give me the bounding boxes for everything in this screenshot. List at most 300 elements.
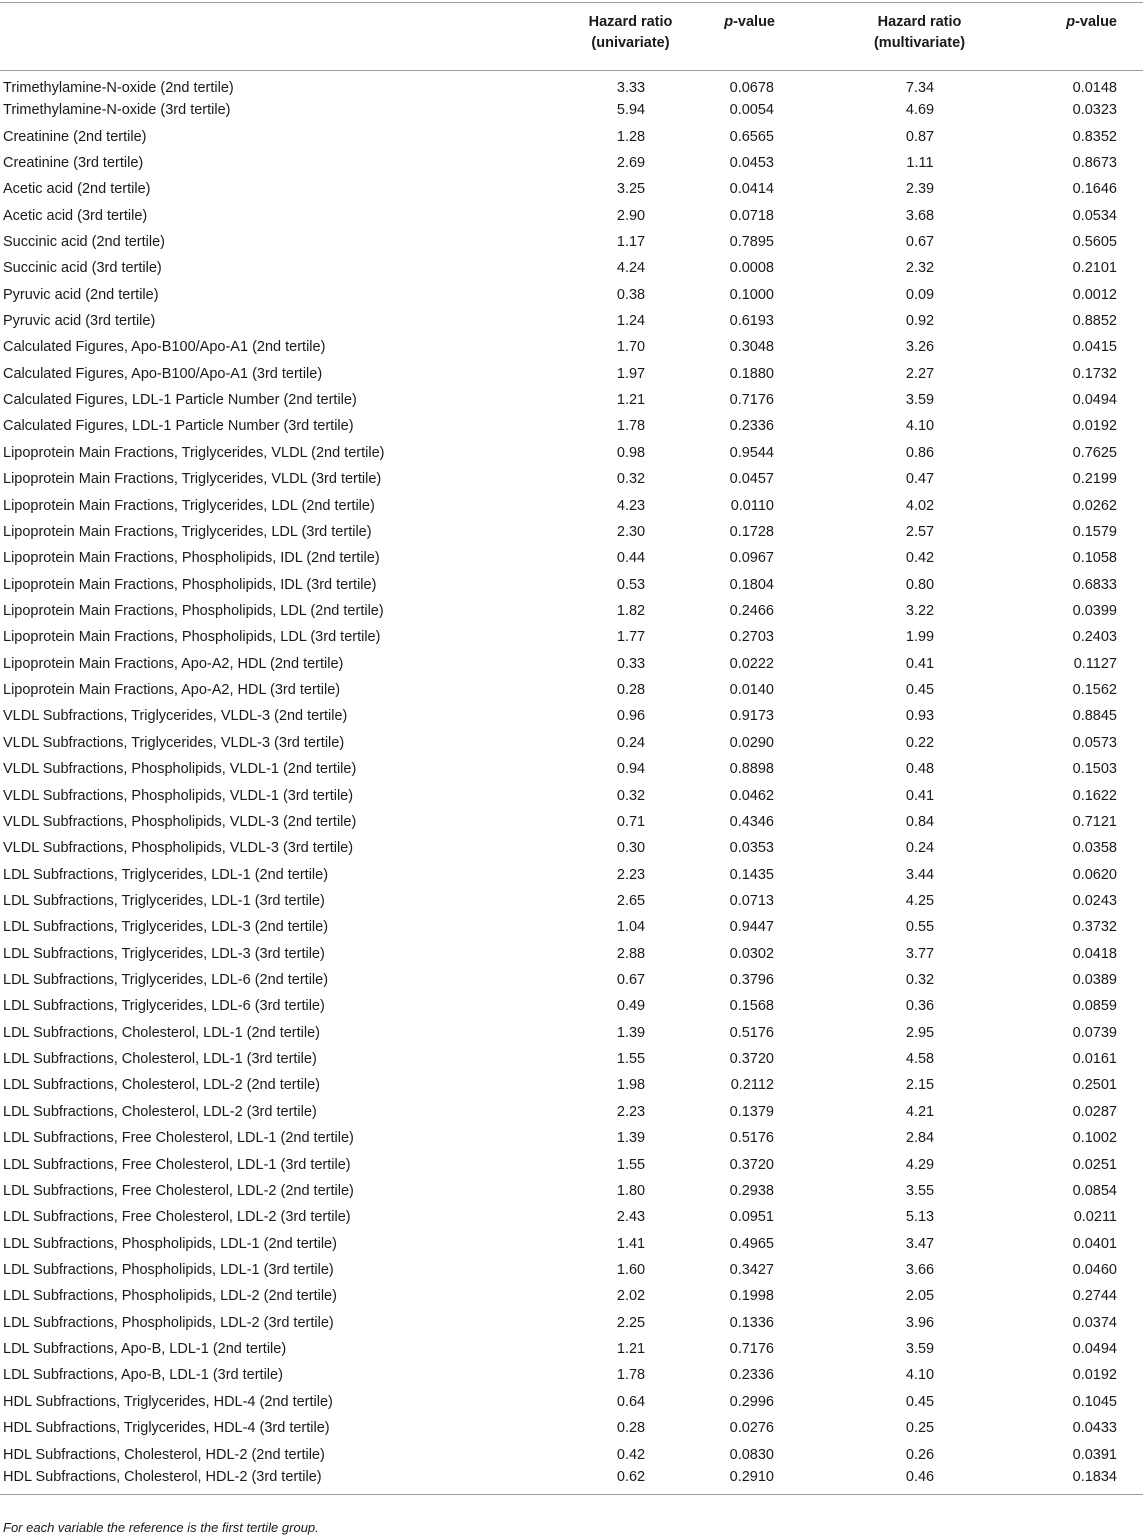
hazard-ratio-multivariate-cell: 1.99 xyxy=(905,629,935,646)
variable-cell: Acetic acid (3rd tertile) xyxy=(3,207,148,224)
hazard-ratio-table xyxy=(0,2,1143,1495)
hazard-ratio-multivariate-cell: 0.32 xyxy=(905,972,935,989)
hazard-ratio-multivariate-cell: 2.95 xyxy=(905,1024,935,1041)
p-value-multivariate-cell: 0.8845 xyxy=(1072,708,1117,725)
table-row xyxy=(0,492,1143,518)
p-value-univariate-cell: 0.0110 xyxy=(730,497,774,514)
hazard-ratio-multivariate-cell: 0.25 xyxy=(905,1420,935,1437)
variable-cell: Calculated Figures, Apo-B100/Apo-A1 (3rd tertile) xyxy=(3,365,323,382)
p-value-univariate-cell: 0.1804 xyxy=(729,576,774,593)
variable-cell: VLDL Subfractions, Phospholipids, VLDL-3 (2nd tertile) xyxy=(3,813,357,830)
p-value-univariate-cell: 0.7176 xyxy=(729,392,774,409)
hazard-ratio-univariate-cell: 0.71 xyxy=(616,813,646,830)
hazard-ratio-univariate-cell: 2.90 xyxy=(616,207,646,224)
table-row xyxy=(0,861,1143,887)
p-value-univariate-cell: 0.0718 xyxy=(729,207,774,224)
hazard-ratio-univariate-cell: 5.94 xyxy=(616,102,646,119)
hazard-ratio-univariate-cell: 2.23 xyxy=(616,866,646,883)
table-row xyxy=(0,967,1143,993)
table-row xyxy=(0,334,1143,360)
p-value-univariate-cell: 0.1728 xyxy=(729,523,774,540)
hazard-ratio-multivariate-cell: 4.25 xyxy=(905,892,935,909)
hazard-ratio-multivariate-cell: 0.48 xyxy=(905,761,935,778)
p-value-multivariate-cell: 0.0399 xyxy=(1072,603,1117,619)
hazard-ratio-multivariate-cell: 0.93 xyxy=(905,708,935,725)
p-value-multivariate-cell: 0.2101 xyxy=(1072,260,1117,277)
hazard-ratio-multivariate-cell: 0.41 xyxy=(905,655,935,672)
p-value-univariate-cell: 0.0457 xyxy=(729,471,774,488)
p-value-multivariate-cell: 0.0415 xyxy=(1072,339,1117,356)
table-row xyxy=(0,756,1143,782)
variable-cell: Succinic acid (2nd tertile) xyxy=(3,233,165,250)
hazard-ratio-univariate-cell: 2.69 xyxy=(616,154,646,171)
hazard-ratio-multivariate-cell: 3.96 xyxy=(905,1314,935,1331)
p-value-multivariate-cell: 0.1058 xyxy=(1072,550,1117,567)
table-row xyxy=(0,519,1143,545)
table-row xyxy=(0,914,1143,940)
hazard-ratio-univariate-cell: 2.43 xyxy=(616,1209,646,1226)
variable-cell: Trimethylamine-N-oxide (3rd tertile) xyxy=(3,102,231,119)
variable-cell: Lipoprotein Main Fractions, Phospholipids, IDL (3rd tertile) xyxy=(3,576,377,593)
hazard-ratio-univariate-cell: 1.55 xyxy=(616,1051,646,1068)
hazard-ratio-univariate-cell: 1.78 xyxy=(616,1367,646,1384)
variable-cell: VLDL Subfractions, Phospholipids, VLDL-3 (3rd tertile) xyxy=(3,840,354,857)
table-row xyxy=(0,1310,1143,1336)
hazard-ratio-univariate-cell: 2.02 xyxy=(616,1288,646,1305)
p-value-univariate-cell: 0.1336 xyxy=(729,1314,774,1331)
hazard-ratio-multivariate-cell: 4.58 xyxy=(905,1051,935,1068)
p-value-univariate-cell: 0.0290 xyxy=(729,734,774,751)
hazard-ratio-multivariate-cell: 0.41 xyxy=(905,787,935,804)
p-value-multivariate-cell: 0.8352 xyxy=(1072,128,1117,145)
variable-cell: LDL Subfractions, Phospholipids, LDL-2 (2nd tertile) xyxy=(3,1288,337,1305)
header-variable xyxy=(0,3,460,71)
hazard-ratio-univariate-cell: 4.24 xyxy=(616,260,646,277)
p-value-multivariate-cell: 0.5605 xyxy=(1072,233,1117,250)
hazard-ratio-univariate-cell: 0.53 xyxy=(616,576,646,593)
header-hazard-ratio-univariate xyxy=(460,3,690,71)
table-row xyxy=(0,466,1143,492)
table-row xyxy=(0,571,1143,597)
hazard-ratio-univariate-cell: 1.21 xyxy=(616,1341,646,1358)
hazard-ratio-univariate-cell: 0.28 xyxy=(616,1420,646,1437)
variable-cell: Calculated Figures, Apo-B100/Apo-A1 (2nd tertile) xyxy=(3,339,326,356)
hazard-ratio-univariate-cell: 2.25 xyxy=(616,1314,646,1331)
p-value-multivariate-cell: 0.1562 xyxy=(1072,682,1117,699)
p-value-multivariate-cell: 0.1127 xyxy=(1073,655,1117,672)
table-row xyxy=(0,308,1143,334)
hazard-ratio-multivariate-cell: 3.44 xyxy=(905,866,935,883)
table-row xyxy=(0,202,1143,228)
variable-cell: Creatinine (2nd tertile) xyxy=(3,128,147,145)
p-value-univariate-cell: 0.8898 xyxy=(729,761,774,778)
hazard-ratio-multivariate-cell: 5.13 xyxy=(905,1209,935,1226)
p-value-multivariate-cell: 0.0494 xyxy=(1072,1341,1117,1358)
variable-cell: HDL Subfractions, Cholesterol, HDL-2 (3rd tertile) xyxy=(0,1468,460,1495)
hazard-ratio-multivariate-cell: 0.36 xyxy=(905,998,935,1015)
header-value: -value xyxy=(733,14,775,30)
p-value-univariate-cell: 0.0353 xyxy=(729,840,774,857)
p-value-univariate-cell: 0.9544 xyxy=(729,444,774,461)
variable-cell: Acetic acid (2nd tertile) xyxy=(3,181,151,198)
p-value-multivariate-cell: 0.1622 xyxy=(1072,787,1117,804)
variable-cell: LDL Subfractions, Triglycerides, LDL-3 (3rd tertile) xyxy=(3,945,325,962)
hazard-ratio-multivariate-cell: 3.47 xyxy=(905,1235,935,1252)
p-value-multivariate-cell: 0.0739 xyxy=(1072,1024,1117,1041)
hazard-ratio-univariate-cell: 2.30 xyxy=(616,523,646,540)
hazard-ratio-multivariate-cell: 0.92 xyxy=(905,313,935,330)
variable-cell: LDL Subfractions, Free Cholesterol, LDL-1 (2nd tertile) xyxy=(3,1130,354,1147)
table-header xyxy=(0,3,1143,71)
p-value-multivariate-cell: 0.1834 xyxy=(990,1468,1143,1495)
p-value-multivariate-cell: 0.3732 xyxy=(1072,919,1117,936)
p-value-univariate-cell: 0.0453 xyxy=(729,154,774,171)
p-value-univariate-cell: 0.3048 xyxy=(729,339,774,356)
p-value-multivariate-cell: 0.6833 xyxy=(1072,576,1117,593)
table-row xyxy=(0,1178,1143,1204)
hazard-ratio-multivariate-cell: 0.26 xyxy=(905,1446,935,1463)
p-value-multivariate-cell: 0.1503 xyxy=(1072,761,1117,778)
hazard-ratio-multivariate-cell: 4.10 xyxy=(905,418,935,435)
p-value-univariate-cell: 0.1000 xyxy=(729,286,774,303)
hazard-ratio-multivariate-cell: 3.68 xyxy=(905,207,935,224)
p-value-univariate-cell: 0.2910 xyxy=(690,1468,800,1495)
variable-cell: HDL Subfractions, Triglycerides, HDL-4 (3rd tertile) xyxy=(3,1420,330,1437)
p-value-multivariate-cell: 0.0323 xyxy=(1072,102,1117,119)
p-value-univariate-cell: 0.1568 xyxy=(729,998,774,1015)
p-value-multivariate-cell: 0.0161 xyxy=(1072,1051,1117,1068)
variable-cell: LDL Subfractions, Apo-B, LDL-1 (3rd tertile) xyxy=(3,1367,283,1384)
p-value-univariate-cell: 0.1435 xyxy=(729,866,774,883)
table-body xyxy=(0,71,1143,1495)
hazard-ratio-multivariate-cell: 0.86 xyxy=(905,444,935,461)
p-value-multivariate-cell: 0.0620 xyxy=(1072,866,1117,883)
p-value-multivariate-cell: 0.8673 xyxy=(1072,154,1117,171)
hazard-ratio-multivariate-cell: 2.15 xyxy=(905,1077,935,1094)
p-value-univariate-cell: 0.0713 xyxy=(729,892,774,909)
hazard-ratio-multivariate-cell: 0.47 xyxy=(905,471,935,488)
header-p: p xyxy=(724,14,734,30)
p-value-univariate-cell: 0.2336 xyxy=(729,418,774,435)
hazard-ratio-univariate-cell: 0.32 xyxy=(616,471,646,488)
table-row xyxy=(0,176,1143,202)
p-value-multivariate-cell: 0.7625 xyxy=(1072,444,1117,461)
p-value-multivariate-cell: 0.0243 xyxy=(1072,892,1117,909)
p-value-univariate-cell: 0.5176 xyxy=(729,1130,774,1147)
p-value-multivariate-cell: 0.0573 xyxy=(1072,734,1117,751)
table-row xyxy=(0,1389,1143,1415)
p-value-multivariate-cell: 0.0859 xyxy=(1072,998,1117,1015)
p-value-multivariate-cell: 0.0211 xyxy=(1073,1209,1117,1226)
p-value-univariate-cell: 0.0054 xyxy=(729,102,774,119)
variable-cell: Trimethylamine-N-oxide (2nd tertile) xyxy=(3,80,234,96)
header-p: p xyxy=(1066,14,1076,30)
table-row xyxy=(0,782,1143,808)
table-row xyxy=(0,703,1143,729)
p-value-multivariate-cell: 0.0192 xyxy=(1072,418,1117,435)
table-row xyxy=(0,255,1143,281)
header-line: Hazard ratio xyxy=(877,14,962,30)
p-value-multivariate-cell: 0.2744 xyxy=(1072,1288,1117,1305)
hazard-ratio-multivariate-cell: 0.67 xyxy=(905,233,935,250)
hazard-ratio-multivariate-cell: 0.80 xyxy=(905,576,935,593)
hazard-ratio-univariate-cell: 0.67 xyxy=(616,972,646,989)
table-row xyxy=(0,730,1143,756)
hazard-ratio-univariate-cell: 1.21 xyxy=(616,392,646,409)
p-value-univariate-cell: 0.7895 xyxy=(729,233,774,250)
hazard-ratio-univariate-cell: 0.62 xyxy=(460,1468,690,1495)
table-row xyxy=(0,1099,1143,1125)
p-value-multivariate-cell: 0.0358 xyxy=(1072,840,1117,857)
hazard-ratio-univariate-cell: 1.60 xyxy=(616,1261,646,1278)
variable-cell: Lipoprotein Main Fractions, Apo-A2, HDL (3rd tertile) xyxy=(3,682,341,699)
variable-cell: LDL Subfractions, Phospholipids, LDL-1 (3rd tertile) xyxy=(3,1261,334,1278)
table-row xyxy=(0,1151,1143,1177)
p-value-univariate-cell: 0.2466 xyxy=(729,603,774,619)
table-row xyxy=(0,440,1143,466)
header-line: (univariate) xyxy=(591,35,670,51)
p-value-univariate-cell: 0.2938 xyxy=(729,1182,774,1199)
p-value-multivariate-cell: 0.0391 xyxy=(1072,1446,1117,1463)
hazard-ratio-multivariate-cell: 2.32 xyxy=(905,260,935,277)
variable-cell: VLDL Subfractions, Triglycerides, VLDL-3 (3rd tertile) xyxy=(3,734,345,751)
hazard-ratio-univariate-cell: 1.55 xyxy=(616,1156,646,1173)
hazard-ratio-univariate-cell: 1.77 xyxy=(616,629,646,646)
p-value-multivariate-cell: 0.0148 xyxy=(1072,80,1117,96)
variable-cell: HDL Subfractions, Cholesterol, HDL-2 (2nd tertile) xyxy=(3,1446,325,1463)
hazard-ratio-multivariate-cell: 3.77 xyxy=(905,945,935,962)
table-row xyxy=(0,1020,1143,1046)
p-value-multivariate-cell: 0.0251 xyxy=(1072,1156,1117,1173)
table-row xyxy=(0,545,1143,571)
hazard-ratio-multivariate-cell: 3.59 xyxy=(905,392,935,409)
p-value-multivariate-cell: 0.0012 xyxy=(1072,286,1117,303)
p-value-multivariate-cell: 0.0389 xyxy=(1072,972,1117,989)
p-value-multivariate-cell: 0.0534 xyxy=(1072,207,1117,224)
table-row xyxy=(0,413,1143,439)
hazard-ratio-multivariate-cell: 3.26 xyxy=(905,339,935,356)
variable-cell: LDL Subfractions, Free Cholesterol, LDL-2 (2nd tertile) xyxy=(3,1182,354,1199)
table-row xyxy=(0,1283,1143,1309)
hazard-ratio-univariate-cell: 0.42 xyxy=(616,1446,646,1463)
p-value-multivariate-cell: 0.0401 xyxy=(1072,1235,1117,1252)
variable-cell: LDL Subfractions, Triglycerides, LDL-6 (3rd tertile) xyxy=(3,998,325,1015)
hazard-ratio-univariate-cell: 1.24 xyxy=(616,313,646,330)
table-row xyxy=(0,229,1143,255)
hazard-ratio-univariate-cell: 0.24 xyxy=(616,734,646,751)
header-row xyxy=(0,3,1143,71)
p-value-univariate-cell: 0.0276 xyxy=(729,1420,774,1437)
hazard-ratio-univariate-cell: 0.49 xyxy=(616,998,646,1015)
hazard-ratio-univariate-cell: 1.78 xyxy=(616,418,646,435)
table-row xyxy=(0,624,1143,650)
header-p-value-univariate xyxy=(690,3,800,71)
hazard-ratio-multivariate-cell: 0.45 xyxy=(905,682,935,699)
p-value-univariate-cell: 0.9447 xyxy=(729,919,774,936)
p-value-univariate-cell: 0.9173 xyxy=(729,708,774,725)
hazard-ratio-multivariate-cell: 4.69 xyxy=(905,102,935,119)
hazard-ratio-multivariate-cell: 0.46 xyxy=(800,1468,990,1495)
hazard-ratio-univariate-cell: 4.23 xyxy=(616,497,646,514)
hazard-ratio-univariate-cell: 0.38 xyxy=(616,286,646,303)
hazard-ratio-multivariate-cell: 2.84 xyxy=(905,1130,935,1147)
hazard-ratio-univariate-cell: 0.30 xyxy=(616,840,646,857)
hazard-ratio-univariate-cell: 1.82 xyxy=(616,603,646,619)
table-row xyxy=(0,361,1143,387)
table-footnote: For each variable the reference is the first tertile group. xyxy=(3,1520,319,1535)
p-value-univariate-cell: 0.2112 xyxy=(730,1077,774,1094)
hazard-ratio-univariate-cell: 1.04 xyxy=(616,919,646,936)
variable-cell: Lipoprotein Main Fractions, Phospholipids, LDL (3rd tertile) xyxy=(3,629,381,646)
table-row xyxy=(0,993,1143,1019)
hazard-ratio-univariate-cell: 1.39 xyxy=(616,1130,646,1147)
table-row xyxy=(0,1257,1143,1283)
p-value-univariate-cell: 0.3720 xyxy=(729,1051,774,1068)
p-value-univariate-cell: 0.0462 xyxy=(729,787,774,804)
hazard-ratio-univariate-cell: 3.25 xyxy=(616,181,646,198)
header-line: Hazard ratio xyxy=(588,14,673,30)
table-row xyxy=(0,1046,1143,1072)
p-value-multivariate-cell: 0.0262 xyxy=(1072,497,1117,514)
variable-cell: Lipoprotein Main Fractions, Apo-A2, HDL (2nd tertile) xyxy=(3,655,344,672)
p-value-univariate-cell: 0.1379 xyxy=(729,1103,774,1120)
p-value-univariate-cell: 0.4346 xyxy=(729,813,774,830)
hazard-ratio-multivariate-cell: 3.22 xyxy=(905,603,935,619)
p-value-univariate-cell: 0.6193 xyxy=(729,313,774,330)
p-value-univariate-cell: 0.3720 xyxy=(729,1156,774,1173)
header-line: (multivariate) xyxy=(873,35,966,51)
variable-cell: VLDL Subfractions, Phospholipids, VLDL-1 (2nd tertile) xyxy=(3,761,357,778)
p-value-multivariate-cell: 0.2403 xyxy=(1072,629,1117,646)
table-row xyxy=(0,1441,1143,1467)
variable-cell: LDL Subfractions, Phospholipids, LDL-1 (2nd tertile) xyxy=(3,1235,337,1252)
variable-cell: LDL Subfractions, Triglycerides, LDL-6 (2nd tertile) xyxy=(3,972,329,989)
p-value-univariate-cell: 0.2703 xyxy=(729,629,774,646)
variable-cell: LDL Subfractions, Free Cholesterol, LDL-1 (3rd tertile) xyxy=(3,1156,351,1173)
variable-cell: HDL Subfractions, Triglycerides, HDL-4 (2nd tertile) xyxy=(3,1393,333,1410)
hazard-ratio-univariate-cell: 3.33 xyxy=(616,80,646,96)
variable-cell: Lipoprotein Main Fractions, Triglycerides, LDL (3rd tertile) xyxy=(3,523,372,540)
p-value-multivariate-cell: 0.0374 xyxy=(1072,1314,1117,1331)
table-row xyxy=(0,1415,1143,1441)
table-row xyxy=(0,1072,1143,1098)
table-row xyxy=(0,150,1143,176)
variable-cell: LDL Subfractions, Cholesterol, LDL-2 (3rd tertile) xyxy=(3,1103,317,1120)
hazard-ratio-multivariate-cell: 0.24 xyxy=(905,840,935,857)
p-value-multivariate-cell: 0.0287 xyxy=(1072,1103,1117,1120)
p-value-univariate-cell: 0.7176 xyxy=(729,1341,774,1358)
hazard-ratio-multivariate-cell: 0.87 xyxy=(905,128,935,145)
p-value-univariate-cell: 0.2996 xyxy=(729,1393,774,1410)
variable-cell: LDL Subfractions, Cholesterol, LDL-2 (2nd tertile) xyxy=(3,1077,321,1094)
hazard-ratio-univariate-cell: 0.96 xyxy=(616,708,646,725)
variable-cell: Calculated Figures, LDL-1 Particle Number (3rd tertile) xyxy=(3,418,354,435)
table-row xyxy=(0,1362,1143,1388)
variable-cell: Lipoprotein Main Fractions, Triglycerides, LDL (2nd tertile) xyxy=(3,497,375,514)
variable-cell: Pyruvic acid (2nd tertile) xyxy=(3,286,159,303)
p-value-univariate-cell: 0.0008 xyxy=(729,260,774,277)
table-row xyxy=(0,387,1143,413)
variable-cell: LDL Subfractions, Triglycerides, LDL-1 (2nd tertile) xyxy=(3,866,329,883)
header-hazard-ratio-multivariate xyxy=(800,3,990,71)
hazard-ratio-univariate-cell: 1.39 xyxy=(616,1024,646,1041)
p-value-multivariate-cell: 0.0494 xyxy=(1072,392,1117,409)
hazard-ratio-univariate-cell: 1.28 xyxy=(616,128,646,145)
table-row xyxy=(0,97,1143,123)
hazard-ratio-multivariate-cell: 4.10 xyxy=(905,1367,935,1384)
variable-cell: LDL Subfractions, Cholesterol, LDL-1 (3rd tertile) xyxy=(3,1051,317,1068)
p-value-univariate-cell: 0.0222 xyxy=(729,655,774,672)
hazard-ratio-multivariate-cell: 0.84 xyxy=(905,813,935,830)
hazard-ratio-univariate-cell: 2.88 xyxy=(616,945,646,962)
p-value-univariate-cell: 0.0140 xyxy=(729,682,774,699)
hazard-ratio-univariate-cell: 1.98 xyxy=(616,1077,646,1094)
variable-cell: Lipoprotein Main Fractions, Phospholipids, LDL (2nd tertile) xyxy=(3,603,384,619)
table-row xyxy=(0,888,1143,914)
table-row xyxy=(0,1336,1143,1362)
hazard-ratio-multivariate-cell: 0.09 xyxy=(905,286,935,303)
variable-cell: LDL Subfractions, Triglycerides, LDL-3 (2nd tertile) xyxy=(3,919,329,936)
variable-cell: LDL Subfractions, Phospholipids, LDL-2 (3rd tertile) xyxy=(3,1314,334,1331)
table-row xyxy=(0,123,1143,149)
table-row xyxy=(0,282,1143,308)
hazard-ratio-multivariate-cell: 0.42 xyxy=(905,550,935,567)
variable-cell: LDL Subfractions, Apo-B, LDL-1 (2nd tertile) xyxy=(3,1341,287,1358)
hazard-ratio-univariate-cell: 1.17 xyxy=(616,233,646,250)
hazard-ratio-univariate-cell: 1.41 xyxy=(616,1235,646,1252)
p-value-multivariate-cell: 0.2501 xyxy=(1072,1077,1117,1094)
table-row xyxy=(0,1468,1143,1495)
variable-cell: LDL Subfractions, Free Cholesterol, LDL-2 (3rd tertile) xyxy=(3,1209,351,1226)
p-value-multivariate-cell: 0.1579 xyxy=(1072,523,1117,540)
hazard-ratio-univariate-cell: 1.80 xyxy=(616,1182,646,1199)
variable-cell: Lipoprotein Main Fractions, Triglycerides, VLDL (2nd tertile) xyxy=(3,444,385,461)
hazard-ratio-univariate-cell: 0.64 xyxy=(616,1393,646,1410)
p-value-multivariate-cell: 0.7121 xyxy=(1072,813,1117,830)
hazard-ratio-multivariate-cell: 4.29 xyxy=(905,1156,935,1173)
p-value-multivariate-cell: 0.1646 xyxy=(1072,181,1117,198)
p-value-multivariate-cell: 0.0418 xyxy=(1072,945,1117,962)
hazard-ratio-univariate-cell: 0.44 xyxy=(616,550,646,567)
hazard-ratio-multivariate-cell: 0.22 xyxy=(905,734,935,751)
p-value-univariate-cell: 0.0414 xyxy=(729,181,774,198)
hazard-ratio-multivariate-cell: 2.57 xyxy=(905,523,935,540)
table-row xyxy=(0,1230,1143,1256)
p-value-univariate-cell: 0.4965 xyxy=(729,1235,774,1252)
table-row xyxy=(0,1204,1143,1230)
hazard-ratio-multivariate-cell: 4.02 xyxy=(905,497,935,514)
variable-cell: LDL Subfractions, Triglycerides, LDL-1 (3rd tertile) xyxy=(3,892,325,909)
p-value-univariate-cell: 0.1880 xyxy=(729,365,774,382)
header-p-value-multivariate xyxy=(990,3,1143,71)
table-row xyxy=(0,1125,1143,1151)
hazard-ratio-multivariate-cell: 2.39 xyxy=(905,181,935,198)
table-row xyxy=(0,809,1143,835)
variable-cell: Calculated Figures, LDL-1 Particle Number (2nd tertile) xyxy=(3,392,357,409)
hazard-ratio-multivariate-cell: 4.21 xyxy=(905,1103,935,1120)
hazard-ratio-univariate-cell: 0.32 xyxy=(616,787,646,804)
hazard-ratio-univariate-cell: 2.65 xyxy=(616,892,646,909)
hazard-ratio-multivariate-cell: 3.55 xyxy=(905,1182,935,1199)
p-value-multivariate-cell: 0.2199 xyxy=(1072,471,1117,488)
p-value-univariate-cell: 0.5176 xyxy=(729,1024,774,1041)
p-value-multivariate-cell: 0.1002 xyxy=(1072,1130,1117,1147)
variable-cell: VLDL Subfractions, Triglycerides, VLDL-3 (2nd tertile) xyxy=(3,708,348,725)
p-value-multivariate-cell: 0.0854 xyxy=(1072,1182,1117,1199)
p-value-multivariate-cell: 0.1732 xyxy=(1072,365,1117,382)
variable-cell: LDL Subfractions, Cholesterol, LDL-1 (2nd tertile) xyxy=(3,1024,321,1041)
hazard-ratio-univariate-cell: 0.98 xyxy=(616,444,646,461)
